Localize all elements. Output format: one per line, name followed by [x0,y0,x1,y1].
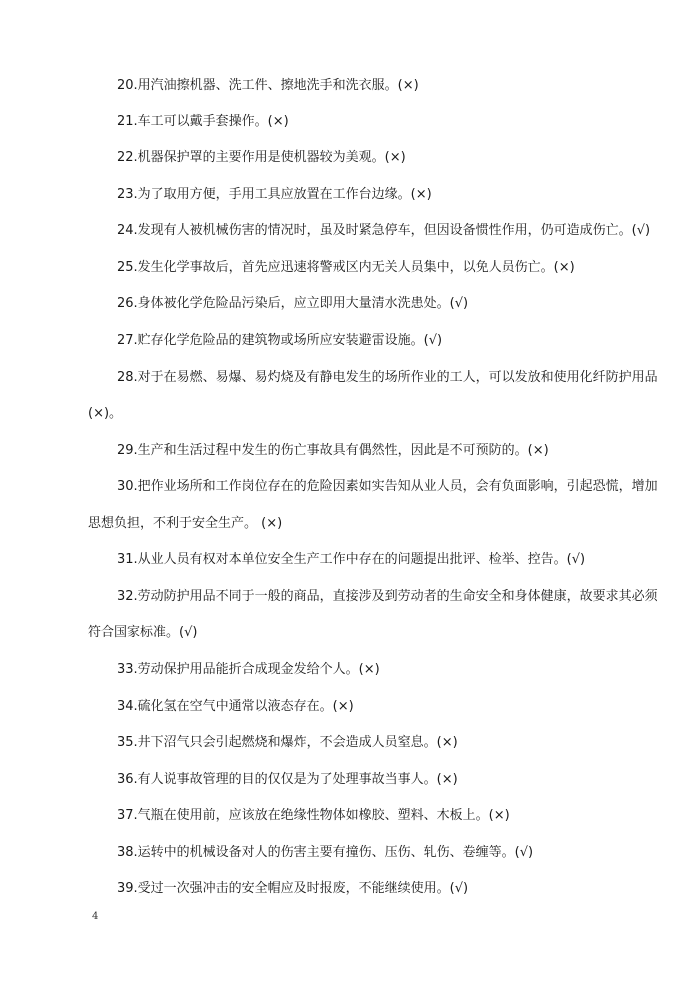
question-30: 30.把作业场所和工作岗位存在的危险因素如实告知从业人员，会有负面影响，引起恐慌，增加 [117,479,658,494]
question-22: 22.机器保护罩的主要作用是使机器较为美观。(×) [117,150,406,165]
question-28-continued: (×)。 [88,406,123,421]
question-30-continued: 思想负担，不利于安全生产。 (×) [88,516,283,531]
question-34: 34.硫化氢在空气中通常以液态存在。(×) [117,699,354,714]
question-31: 31.从业人员有权对本单位安全生产工作中存在的问题提出批评、检举、控告。(√) [117,552,586,567]
question-39: 39.受过一次强冲击的安全帽应及时报废，不能继续使用。(√) [117,881,469,896]
question-36: 36.有人说事故管理的目的仅仅是为了处理事故当事人。(×) [117,772,458,787]
question-26: 26.身体被化学危险品污染后，应立即用大量清水洗患处。(√) [117,296,469,311]
page-number: 4 [92,911,99,922]
question-23: 23.为了取用方便，手用工具应放置在工作台边缘。(×) [117,187,432,202]
question-28: 28.对于在易燃、易爆、易灼烧及有静电发生的场所作业的工人，可以发放和使用化纤防护用品 [117,370,658,385]
question-24: 24.发现有人被机械伤害的情况时，虽及时紧急停车，但因设备惯性作用，仍可造成伤亡。(√) [117,223,651,238]
question-35: 35.井下沼气只会引起燃烧和爆炸，不会造成人员窒息。(×) [117,735,458,750]
question-33: 33.劳动保护用品能折合成现金发给个人。(×) [117,662,380,677]
question-27: 27.贮存化学危险品的建筑物或场所应安装避雷设施。(√) [117,333,443,348]
question-32: 32.劳动防护用品不同于一般的商品，直接涉及到劳动者的生命安全和身体健康，故要求其必须 [117,589,658,604]
question-20: 20.用汽油擦机器、洗工件、擦地洗手和洗衣服。(×) [117,78,419,93]
question-25: 25.发生化学事故后，首先应迅速将警戒区内无关人员集中，以免人员伤亡。(×) [117,260,575,275]
question-21: 21.车工可以戴手套操作。(×) [117,114,289,129]
question-37: 37.气瓶在使用前，应该放在绝缘性物体如橡胶、塑料、木板上。(×) [117,808,510,823]
question-32-continued: 符合国家标准。(√) [88,625,198,640]
question-29: 29.生产和生活过程中发生的伤亡事故具有偶然性，因此是不可预防的。(×) [117,443,549,458]
question-38: 38.运转中的机械设备对人的伤害主要有撞伤、压伤、轧伤、卷缠等。(√) [117,845,534,860]
